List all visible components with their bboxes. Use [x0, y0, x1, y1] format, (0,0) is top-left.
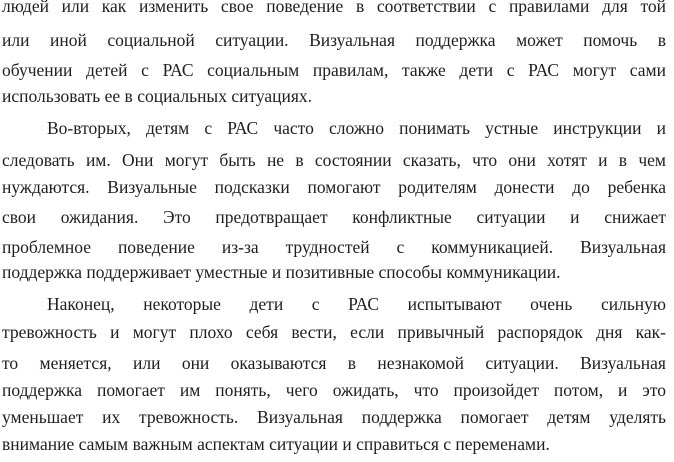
text-line: обучении детей с РАС социальным правилам, также дети с РАС могут сами	[2, 60, 666, 80]
text-line: тревожность и могут плохо себя вести, если привычный распорядок дня как-	[2, 322, 666, 342]
text-line: поддержка помогает им понять, чего ожидать, что произойдет потом, и это	[2, 380, 666, 400]
text-line: следовать им. Они могут быть не в состоянии сказать, что они хотят и в чем	[2, 150, 666, 170]
text-line: поддержка поддерживает уместные и позитивные способы коммуникации.	[2, 262, 561, 282]
text-line: проблемное поведение из-за трудностей с коммуникацией. Визуальная	[2, 237, 666, 257]
text-line: то меняется, или они оказываются в незнакомой ситуации. Визуальная	[2, 353, 666, 373]
text-line: Наконец, некоторые дети с РАС испытывают очень сильную	[47, 294, 666, 314]
text-line: уменьшает их тревожность. Визуальная поддержка помогает детям уделять	[2, 407, 666, 427]
text-line: свои ожидания. Это предотвращает конфликтные ситуации и снижает	[2, 207, 666, 227]
text-line: использовать ее в социальных ситуациях.	[2, 86, 313, 106]
text-line: людей или как изменить свое поведение в соответствии с правилами для той	[2, 0, 666, 16]
text-line: нуждаются. Визуальные подсказки помогают родителям донести до ребенка	[2, 177, 666, 197]
text-line: или иной социальной ситуации. Визуальная поддержка может помочь в	[2, 30, 666, 50]
text-line: Во-вторых, детям с РАС часто сложно понимать устные инструкции и	[47, 118, 666, 138]
text-line: внимание самым важным аспектам ситуации и справиться с переменами.	[2, 434, 550, 454]
